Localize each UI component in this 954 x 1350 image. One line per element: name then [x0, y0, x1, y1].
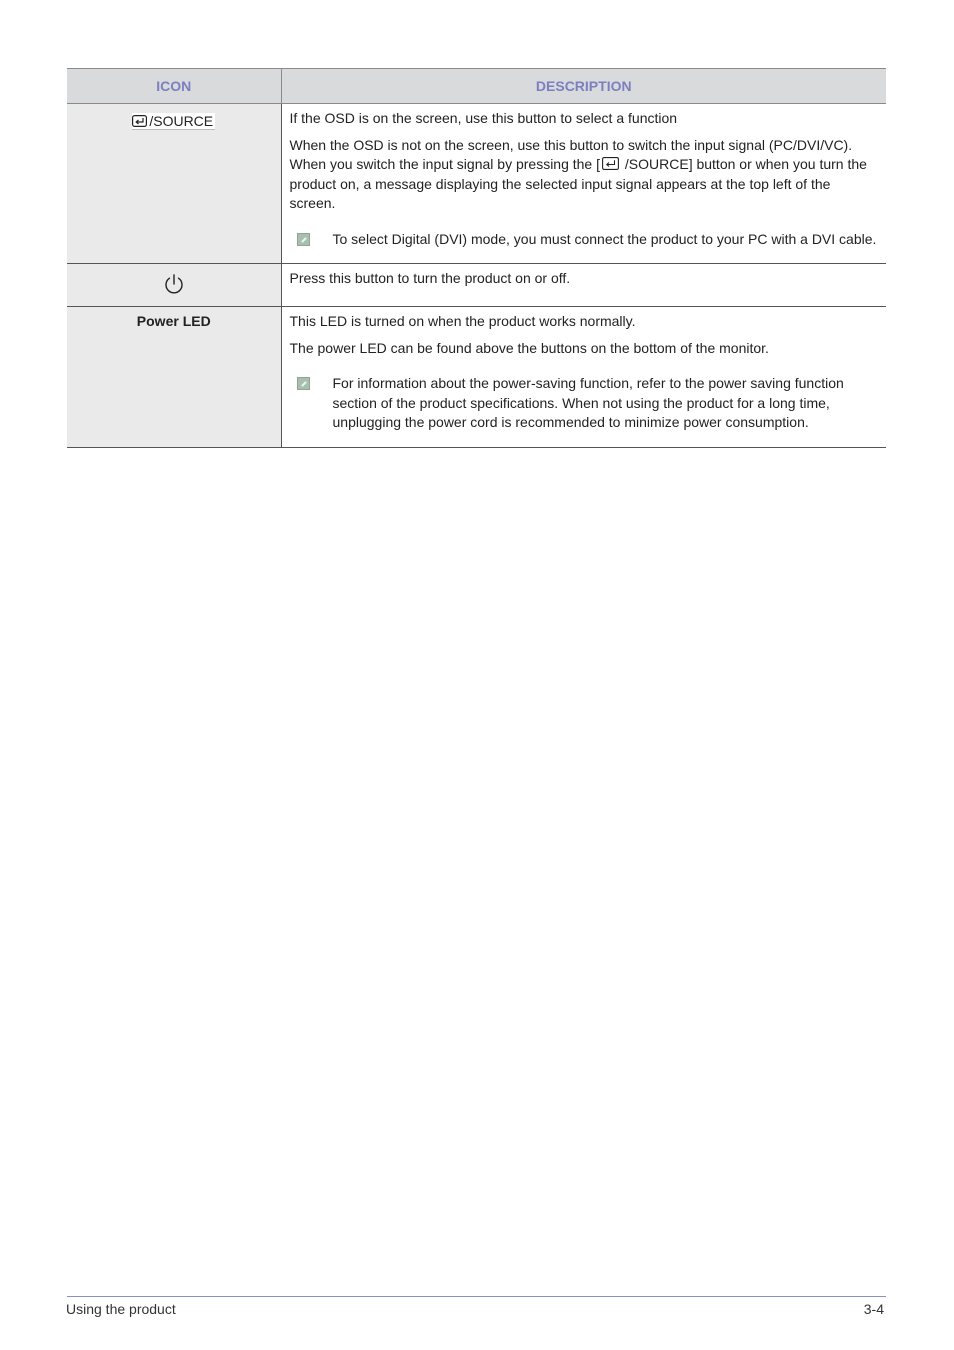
- note-icon: [297, 377, 310, 390]
- input-source-icon: [132, 115, 147, 127]
- description-paragraph: The power LED can be found above the buttons on the bottom of the monitor.: [289, 339, 769, 356]
- table-row-power-led: [67, 307, 886, 448]
- footer-divider: [67, 1296, 886, 1297]
- icon-cell-source: [67, 104, 281, 264]
- power-led-label: Power LED: [136, 313, 211, 329]
- icon-cell-power-led: [67, 307, 281, 448]
- icon-cell-power: [67, 264, 281, 307]
- table-row-power: [67, 264, 886, 307]
- table-header-row: [67, 69, 886, 104]
- source-button-label: [132, 113, 215, 130]
- footer-section-title: Using the product: [66, 1301, 176, 1317]
- note-text: To select Digital (DVI) mode, you must connect the product to your PC with a DVI cable.: [332, 230, 877, 247]
- description-paragraph: When the OSD is not on the screen, use this button to switch the input signal (PC/DVI/VC). When you switch the input signal by pressing the [ /SOURCE] button or when you turn the product on, a message displaying the selected input signal appears at the top left of the screen.: [289, 136, 867, 211]
- input-source-icon: [602, 157, 619, 170]
- note: [290, 374, 879, 433]
- description-cell-power: [281, 264, 886, 307]
- source-label-text: /SOURCE: [149, 113, 214, 129]
- description-paragraph: Press this button to turn the product on or off.: [289, 270, 571, 286]
- description-column-header: DESCRIPTION: [281, 69, 886, 104]
- power-icon: [163, 273, 185, 295]
- description-cell-power-led: [281, 307, 886, 448]
- page-number: 3-4: [863, 1301, 884, 1317]
- note-icon: [297, 233, 310, 246]
- button-description-table: [67, 68, 886, 448]
- note: [290, 230, 879, 250]
- note-text: For information about the power-saving function, refer to the power saving function section of the product specifications. When not using the product for a long time, unplugging the power cord is recommended to minimize power consumption.: [332, 375, 844, 430]
- table-row-source: [67, 104, 886, 264]
- description-paragraph: This LED is turned on when the product works normally.: [289, 313, 636, 329]
- description-paragraph: If the OSD is on the screen, use this button to select a function: [289, 110, 678, 126]
- icon-column-header: ICON: [67, 69, 281, 104]
- description-cell-source: [281, 104, 886, 264]
